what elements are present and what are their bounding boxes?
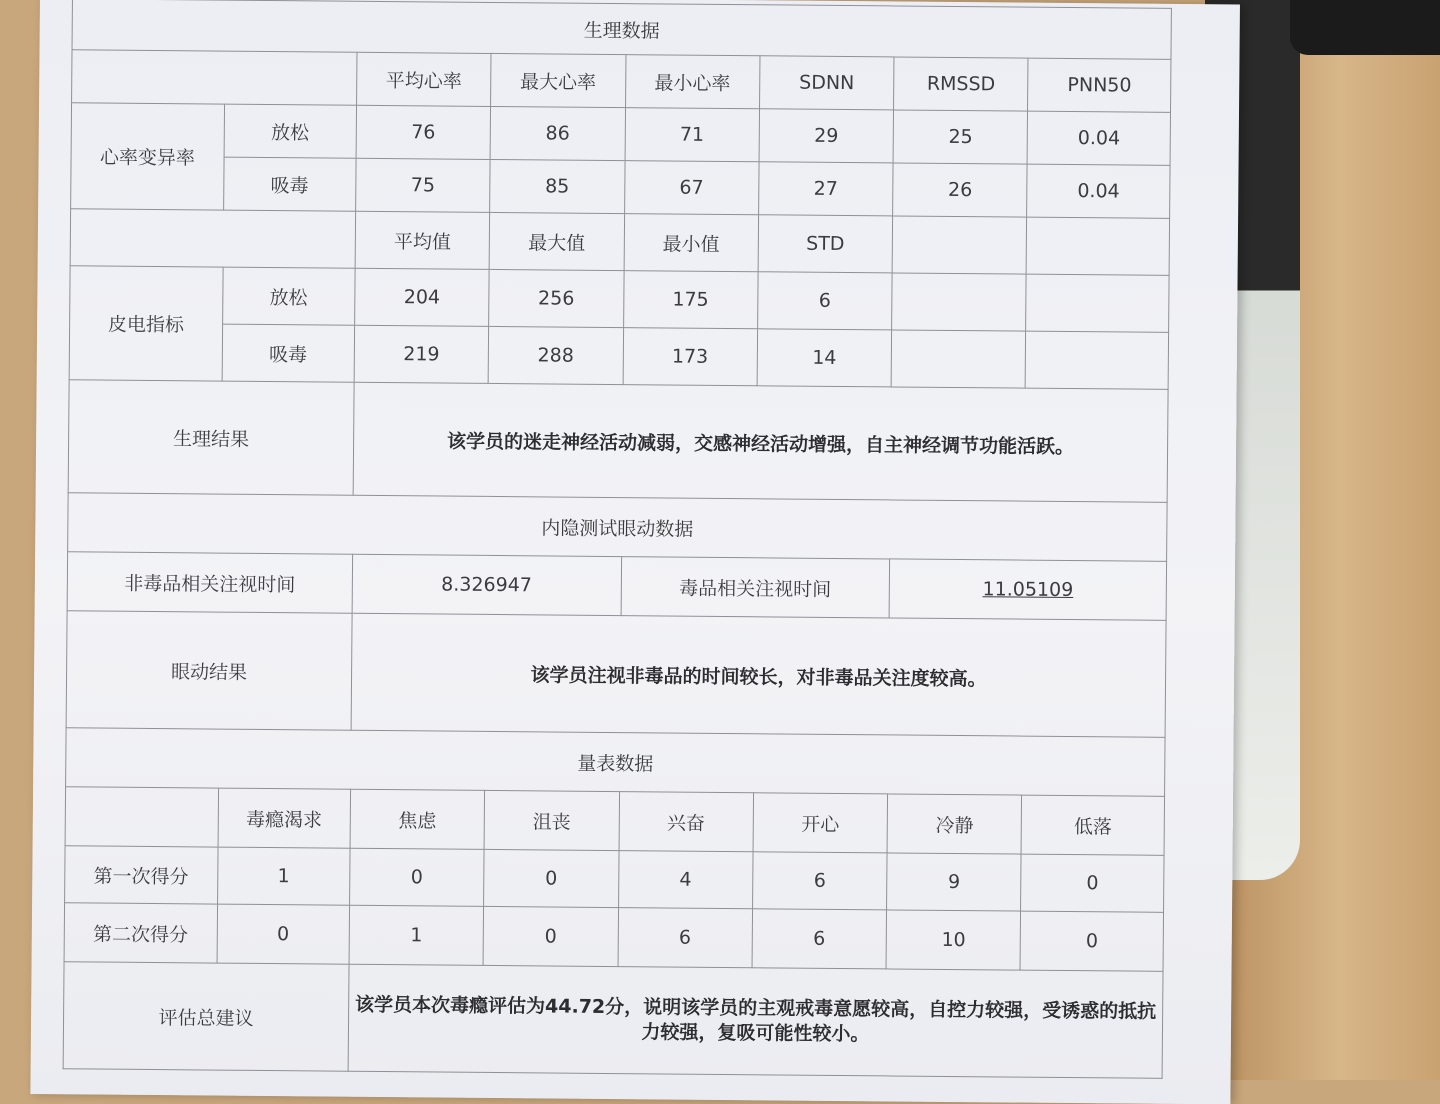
hrv-header: PNN50 bbox=[1028, 58, 1171, 112]
summary-row bbox=[63, 962, 1163, 1079]
eda-label: 皮电指标 bbox=[69, 266, 223, 381]
table-cell: 76 bbox=[356, 105, 491, 159]
table-row bbox=[65, 846, 1164, 913]
row-label: 吸毒 bbox=[222, 324, 355, 382]
scale-header: 冷静 bbox=[887, 794, 1022, 854]
eye-section-title: 内隐测试眼动数据 bbox=[68, 493, 1167, 562]
scale-header: 沮丧 bbox=[484, 790, 619, 850]
table-cell: 6 bbox=[752, 852, 887, 910]
empty-cell bbox=[1027, 217, 1170, 275]
table-cell: 4 bbox=[618, 851, 753, 909]
table-cell: 29 bbox=[759, 109, 894, 163]
table-cell: 6 bbox=[757, 272, 892, 330]
empty-cell bbox=[70, 209, 355, 268]
scale-header: 焦虑 bbox=[350, 789, 485, 849]
empty-cell bbox=[892, 216, 1027, 274]
row-label: 吸毒 bbox=[223, 157, 356, 211]
table-cell: 9 bbox=[887, 853, 1022, 911]
table-row bbox=[71, 103, 1170, 166]
row-label: 第一次得分 bbox=[65, 846, 218, 904]
hrv-header: RMSSD bbox=[894, 57, 1029, 111]
assessment-table bbox=[63, 0, 1172, 1079]
drug-fixation-label: 毒品相关注视时间 bbox=[621, 557, 890, 618]
table-cell: 1 bbox=[217, 847, 350, 905]
physio-result-text: 该学员的迷走神经活动减弱，交感神经活动增强，自主神经调节功能活跃。 bbox=[353, 382, 1168, 502]
empty-cell bbox=[65, 787, 218, 847]
empty-cell bbox=[72, 50, 357, 105]
empty-cell bbox=[1026, 331, 1169, 389]
scale-header: 兴奋 bbox=[619, 792, 754, 852]
hrv-header: 最小心率 bbox=[625, 55, 760, 109]
empty-cell bbox=[891, 330, 1026, 388]
scale-header: 低落 bbox=[1022, 795, 1165, 855]
table-row bbox=[71, 156, 1170, 219]
table-cell: 86 bbox=[490, 106, 625, 160]
non-drug-fixation-label: 非毒品相关注视时间 bbox=[67, 552, 352, 613]
table-cell: 6 bbox=[618, 908, 753, 968]
physio-result-row bbox=[68, 380, 1168, 503]
row-label: 第二次得分 bbox=[64, 903, 217, 963]
table-cell: 288 bbox=[488, 326, 623, 384]
eda-header: STD bbox=[758, 215, 893, 273]
eda-header: 最小值 bbox=[624, 214, 759, 272]
eda-header: 最大值 bbox=[489, 212, 624, 270]
table-cell: 10 bbox=[886, 910, 1021, 970]
table-row bbox=[64, 903, 1163, 972]
table-cell: 256 bbox=[489, 269, 624, 327]
physio-section-title: 生理数据 bbox=[72, 0, 1171, 59]
empty-cell bbox=[1026, 274, 1169, 332]
report-paper bbox=[30, 0, 1240, 1104]
device-knob bbox=[1290, 0, 1440, 55]
eye-data-row bbox=[67, 552, 1166, 621]
hrv-header: 平均心率 bbox=[356, 52, 491, 106]
hrv-header-row bbox=[72, 50, 1171, 113]
summary-text: 该学员本次毒瘾评估为44.72分，说明该学员的主观戒毒意愿较高，自控力较强，受诱惑的抵抗力较强，复吸可能性较小。 bbox=[348, 964, 1163, 1078]
table-cell: 0.04 bbox=[1028, 111, 1171, 165]
eda-header: 平均值 bbox=[355, 211, 490, 269]
table-cell: 26 bbox=[893, 163, 1028, 217]
scale-header-row bbox=[65, 787, 1164, 856]
eye-result-label: 眼动结果 bbox=[66, 611, 352, 730]
scale-header: 开心 bbox=[753, 793, 888, 853]
table-cell: 0 bbox=[483, 906, 618, 966]
eye-result-text: 该学员注视非毒品的时间较长，对非毒品关注度较高。 bbox=[351, 613, 1166, 737]
drug-fixation-value: 11.05109 bbox=[982, 578, 1074, 602]
empty-cell bbox=[892, 273, 1027, 331]
table-cell: 27 bbox=[758, 162, 893, 216]
table-cell: 0.04 bbox=[1027, 164, 1170, 218]
drug-fixation-cell bbox=[889, 559, 1166, 620]
row-label: 放松 bbox=[222, 267, 355, 325]
summary-label: 评估总建议 bbox=[63, 962, 349, 1071]
table-cell: 0 bbox=[1021, 854, 1164, 912]
table-cell: 67 bbox=[624, 161, 759, 215]
table-cell: 219 bbox=[354, 325, 489, 383]
table-cell: 0 bbox=[1020, 911, 1163, 971]
table-cell: 0 bbox=[217, 904, 350, 964]
hrv-header: 最大心率 bbox=[491, 53, 626, 107]
table-cell: 71 bbox=[625, 108, 760, 162]
physio-result-label: 生理结果 bbox=[68, 380, 354, 495]
hrv-label: 心率变异率 bbox=[71, 103, 225, 210]
row-label: 放松 bbox=[224, 104, 357, 158]
table-cell: 6 bbox=[752, 909, 887, 969]
table-row bbox=[70, 266, 1169, 333]
scale-header: 毒瘾渴求 bbox=[218, 788, 351, 848]
table-cell: 204 bbox=[355, 268, 490, 326]
table-cell: 175 bbox=[623, 271, 758, 329]
table-cell: 1 bbox=[349, 905, 484, 965]
table-cell: 75 bbox=[356, 158, 491, 212]
table-cell: 85 bbox=[490, 159, 625, 213]
table-cell: 14 bbox=[757, 329, 892, 387]
table-row bbox=[69, 323, 1168, 390]
scale-section-title: 量表数据 bbox=[66, 728, 1165, 797]
table-cell: 25 bbox=[893, 110, 1028, 164]
table-cell: 173 bbox=[623, 328, 758, 386]
table-cell: 0 bbox=[484, 849, 619, 907]
eye-result-row bbox=[66, 611, 1166, 738]
eda-header-row bbox=[70, 209, 1169, 276]
hrv-header: SDNN bbox=[759, 56, 894, 110]
non-drug-fixation-value: 8.326947 bbox=[352, 554, 621, 615]
table-cell: 0 bbox=[349, 848, 484, 906]
